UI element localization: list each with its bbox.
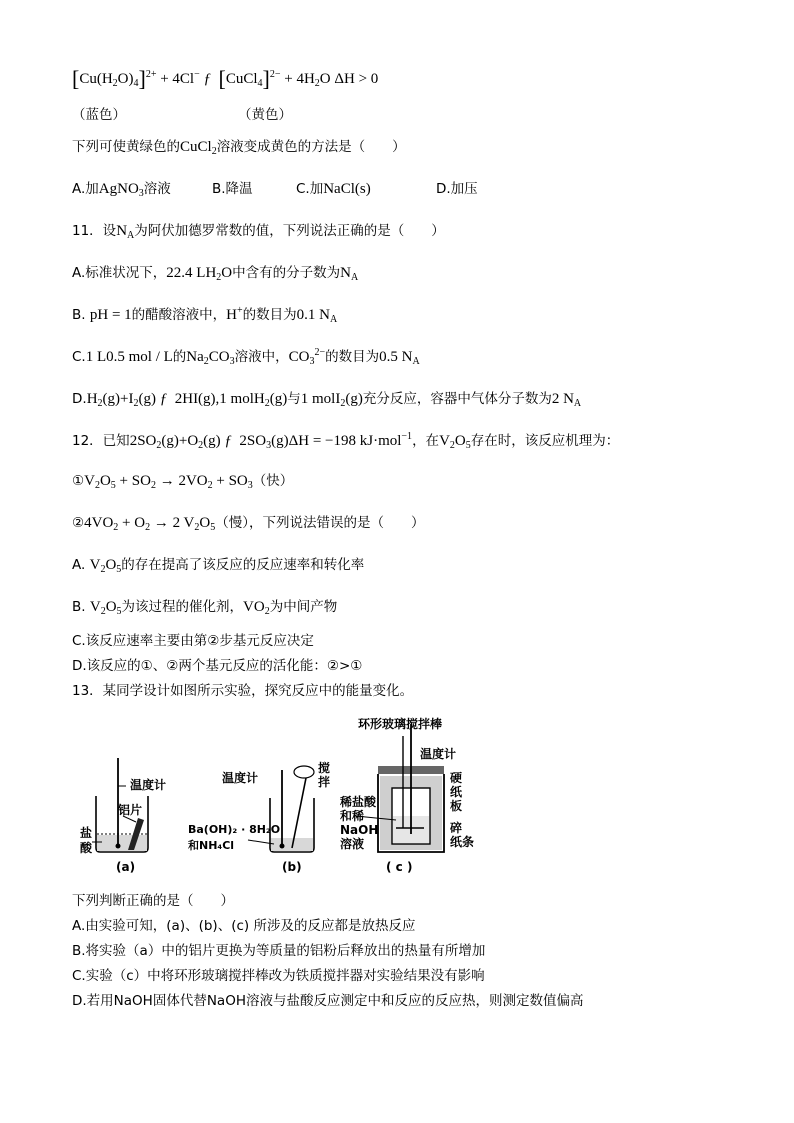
a-thermometer-label: 温度计 <box>130 778 167 792</box>
c-caption: ( c ) <box>386 860 413 874</box>
c-board-label-2: 纸 <box>450 785 463 799</box>
b-reagent-label-1: Ba(OH)₂ · 8H₂O <box>188 823 281 836</box>
a-acid-label-1: 盐 <box>80 826 93 840</box>
q13-option-d: D.若用NaOH固体代替NaOH溶液与盐酸反应测定中和反应的反应热，则测定数值偏高 <box>72 993 584 1009</box>
c-thermometer-label: 温度计 <box>420 747 457 761</box>
q11-stem: 11．设$N_A$为阿伏加德罗常数的值，下列说法正确的是（ ） <box>72 223 445 241</box>
q10-option-c: C.加NaCl(s) <box>296 181 371 197</box>
q12-option-c: C.该反应速率主要由第②步基元反应决定 <box>72 633 314 649</box>
c-board-label-3: 板 <box>450 799 463 813</box>
q12-step2: $②4VO_2 + O_2 \to 2$ $V_2O_5$（慢），下列说法错误的是（ ） <box>72 515 425 533</box>
reaction-equation: $[Cu(H_2O)_4]^{2+} + 4Cl^-$ ƒ [CuCl$_4$]$^{2-}$ + $4H_2O$ ΔH > 0 <box>72 66 379 91</box>
c-paper-label-2: 纸条 <box>450 835 475 849</box>
c-solution-label-2: 和稀 <box>340 809 365 823</box>
c-board-label-1: 硬 <box>450 771 463 785</box>
b-stir-label-1: 搅 <box>318 761 331 775</box>
q11-option-b: B. pH = 1的醋酸溶液中，H+的数目为0.1 $N_A$ <box>72 305 338 325</box>
q10-option-a: A.加AgNO$_3$溶液 <box>72 181 171 199</box>
q12-option-d: D.该反应的①、②两个基元反应的活化能：②>① <box>72 658 363 674</box>
c-solution-label-1: 稀盐酸 <box>340 795 377 809</box>
q13-option-b: B.将实验（a）中的铝片更换为等质量的铝粉后释放出的热量有所增加 <box>72 943 486 959</box>
a-foil-label: 铝片 <box>118 803 143 817</box>
c-solution-label-4: 溶液 <box>340 837 365 851</box>
q10-stem: 下列可使黄绿色的CuCl$_2$溶液变成黄色的方法是（ ） <box>72 139 406 157</box>
q13-option-c: C.实验（c）中将环形玻璃搅拌棒改为铁质搅拌器对实验结果没有影响 <box>72 968 485 984</box>
q10-option-d: D.加压 <box>436 181 478 197</box>
q11-option-a: A.标准状况下，22.4 $LH_2O$中含有的分子数为$N_A$ <box>72 265 359 283</box>
experiment-figure <box>78 716 498 878</box>
b-thermometer-label: 温度计 <box>222 771 259 785</box>
q11-option-c: C.1 L0.5 mol / L的$Na_2CO_3$溶液中，$CO_3^{2-}$的数目为0.5 $N_A$ <box>72 347 420 367</box>
c-solution-label-3: NaOH <box>340 823 379 837</box>
q12-option-b: B. $V_2O_5$为该过程的催化剂，$VO_2$为中间产物 <box>72 599 338 617</box>
q11-option-d: $D.H_2(g)+I_2(g)$ ƒ 2HI(g),1 molH$_2$(g)与1 molI$_2$(g)充分反应，容器中气体分子数为2 $N_A$ <box>72 391 582 409</box>
b-stir-label-2: 拌 <box>318 775 331 789</box>
b-reagent-label-2: 和NH₄Cl <box>188 839 235 852</box>
c-stirrer-label: 环形玻璃搅拌棒 <box>358 717 443 731</box>
q13-judge: 下列判断正确的是（ ） <box>72 893 234 909</box>
q12-option-a: A. $V_2O_5$的存在提高了该反应的反应速率和转化率 <box>72 557 365 575</box>
q10-option-b: B.降温 <box>212 181 253 197</box>
q12-step1: $①V_2O_5 + SO_2 \to 2VO_2 + SO_3$（快） <box>72 473 294 491</box>
b-caption: (b) <box>282 860 302 874</box>
color-label-blue: （蓝色） <box>72 107 126 123</box>
color-label-yellow: （黄色） <box>238 107 292 123</box>
q13-option-a: A.由实验可知，(a)、(b)、(c) 所涉及的反应都是放热反应 <box>72 918 416 934</box>
a-caption: (a) <box>116 860 136 874</box>
q12-stem: 12．已知$2SO_2(g)+O_2(g)$ ƒ $2SO_3(g)\Delta H = -198$ kJ·mol$^{-1}$，在$V_2O_5$存在时，该反应机理为： <box>72 431 620 451</box>
q13-stem: 13．某同学设计如图所示实验，探究反应中的能量变化。 <box>72 683 414 699</box>
c-paper-label-1: 碎 <box>450 821 463 835</box>
a-acid-label-2: 酸 <box>80 841 93 855</box>
